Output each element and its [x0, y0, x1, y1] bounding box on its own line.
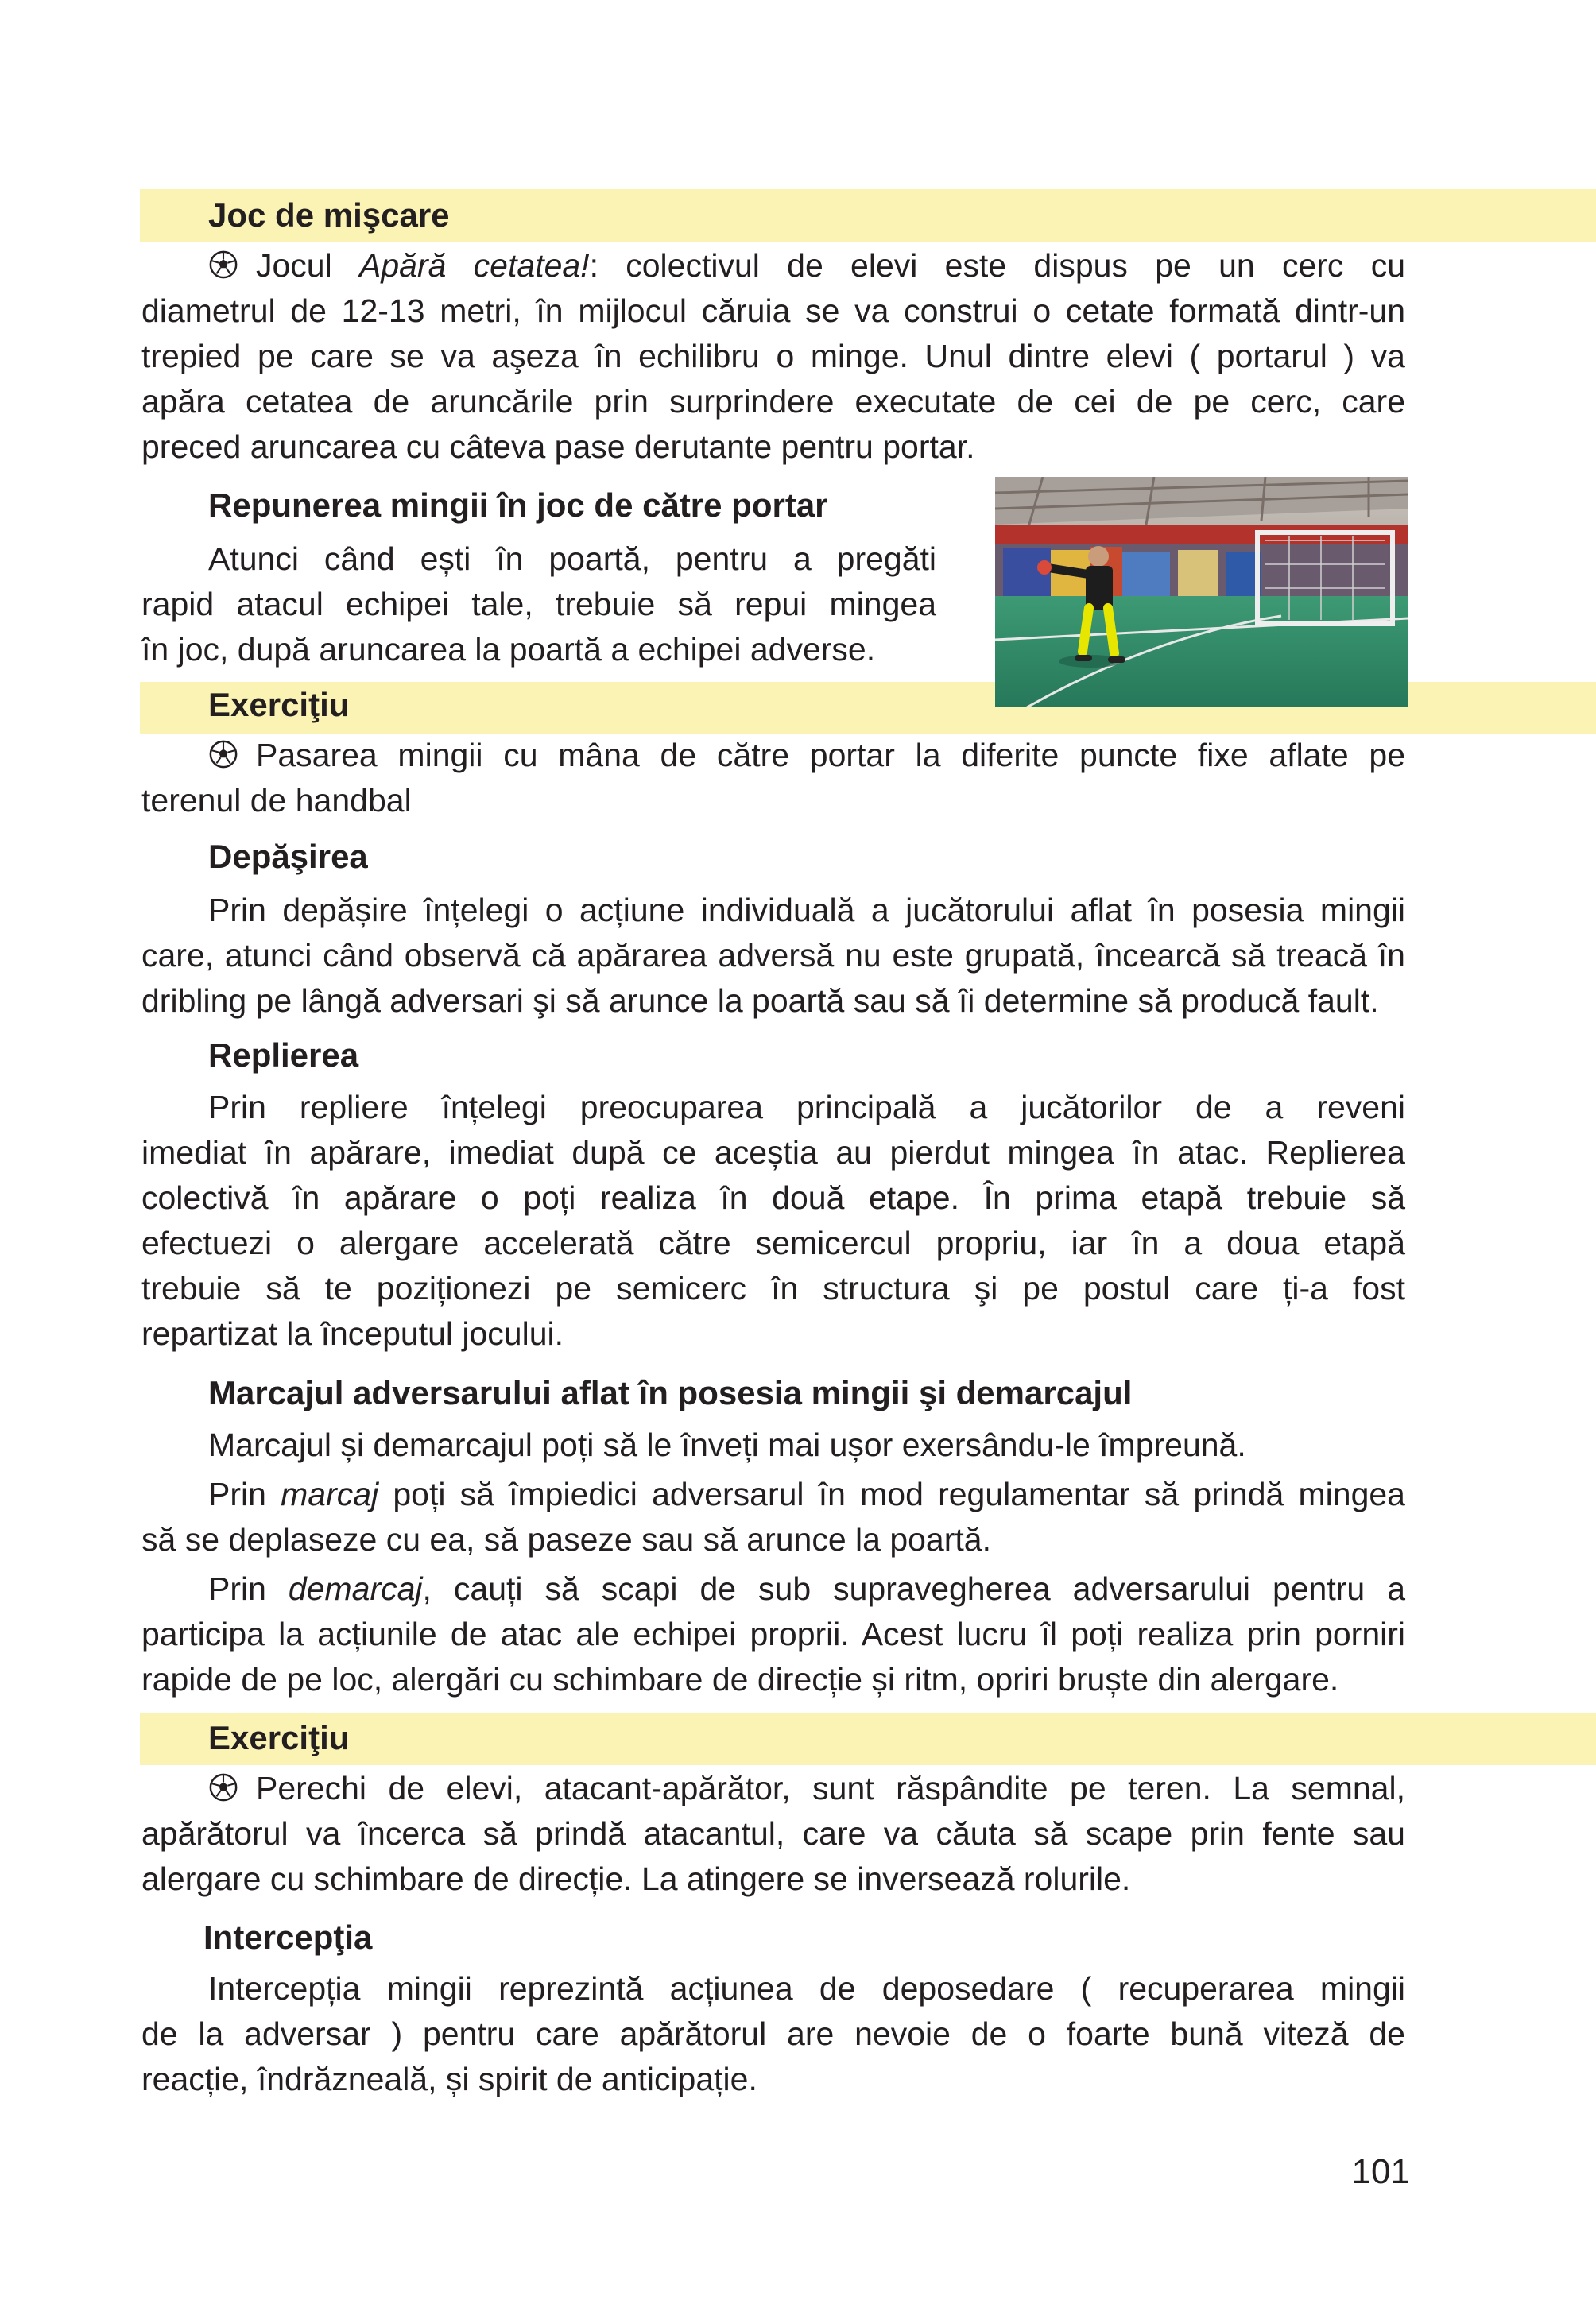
heading-joc-de-miscare: Joc de mişcare	[208, 196, 450, 234]
paragraph-depasirea: Prin depășire înțelegi o acțiune individuală a jucătorului aflat în posesia mingii care, atunci când observă că apărarea adversă nu este grupată, încearcă să treacă în dribling pe lângă adversari şi să arunce la poartă sau să îi determine să producă fault.	[141, 892, 1405, 1019]
soccer-ball-icon	[208, 250, 238, 280]
soccer-ball-icon	[208, 1772, 238, 1802]
heading-depasirea: Depăşirea	[208, 838, 368, 875]
paragraph-marcajul-intro: Marcajul și demarcajul poți să le înveți mai ușor exersându-le împreună.	[208, 1427, 1246, 1463]
heading-exercitiu-2: Exerciţiu	[208, 1719, 350, 1756]
heading-replierea: Replierea	[208, 1036, 359, 1074]
paragraph-demarcaj: Prin demarcaj, cauți să scapi de sub supravegherea adversarului pentru a participa la acțiunile de atac ale echipei proprii. Acest lucru îl poți realiza prin porniri rapide de pe loc, alergări cu schimbare de direcție și ritm, opriri bruște din alergare.	[141, 1570, 1405, 1698]
paragraph-repunerea: Atunci când ești în poartă, pentru a pregăti rapid atacul echipei tale, trebuie să repui mingea în joc, după aruncarea la poartă a echipei adverse.	[141, 540, 936, 668]
paragraph-marcaj: Prin marcaj poți să împiedici adversarul în mod regulamentar să prindă mingea să se deplaseze cu ea, să paseze sau să arunce la poartă.	[141, 1476, 1405, 1558]
heading-marcajul: Marcajul adversarului aflat în posesia mingii şi demarcajul	[208, 1374, 1133, 1411]
paragraph-joc: Jocul Apără cetatea!: colectivul de elevi este dispus pe un cerc cu diametrul de 12-13 metri, în mijlocul căruia se va construi o cetate formată dintr-un trepied pe care se va aşeza în echilibru o minge. Unul dintre elevi ( portarul ) va apăra cetatea de aruncările prin surprindere executate de cei de pe cerc, care preced aruncarea cu câteva pase derutante pentru portar.	[141, 247, 1405, 465]
paragraph-interceptia: Intercepția mingii reprezintă acțiunea de deposedare ( recuperarea mingii de la adversar ) pentru care apărătorul are nevoie de o foarte bună viteză de reacție, îndrăzneală, și spirit de anticipație.	[141, 1970, 1405, 2097]
heading-exercitiu-1: Exerciţiu	[208, 686, 350, 723]
paragraph-exercitiu-2: Perechi de elevi, atacant-apărător, sunt răspândite pe teren. La semnal, apărătorul va încerca să prindă atacantul, care va căuta să scape prin fente sau alergare cu schimbare de direcție. La atingere se inversează rolurile.	[141, 1770, 1405, 1897]
photo-goalkeeper	[995, 477, 1408, 707]
heading-interceptia: Intercepţia	[203, 1919, 373, 1956]
goalkeeper-court-image	[995, 477, 1408, 707]
page-number: 101	[1351, 2152, 1410, 2191]
soccer-ball-icon	[208, 739, 238, 769]
heading-repunerea: Repunerea mingii în joc de către portar	[208, 486, 828, 524]
paragraph-exercitiu-1: Pasarea mingii cu mâna de către portar la diferite puncte fixe aflate pe terenul de handbal	[141, 737, 1405, 819]
section-band-exercitiu-2	[140, 1713, 1596, 1765]
paragraph-replierea: Prin repliere înțelegi preocuparea principală a jucătorilor de a reveni imediat în apărare, imediat după ce aceștia au pierdut mingea în atac. Replierea colectivă în apărare o poți realiza în două etape. În prima etapă trebuie să efectuezi o alergare accelerată către semicercul propriu, iar în a doua etapă trebuie să te poziționezi pe semicerc în structura şi pe postul care ți-a fost repartizat la începutul jocului.	[141, 1089, 1405, 1352]
